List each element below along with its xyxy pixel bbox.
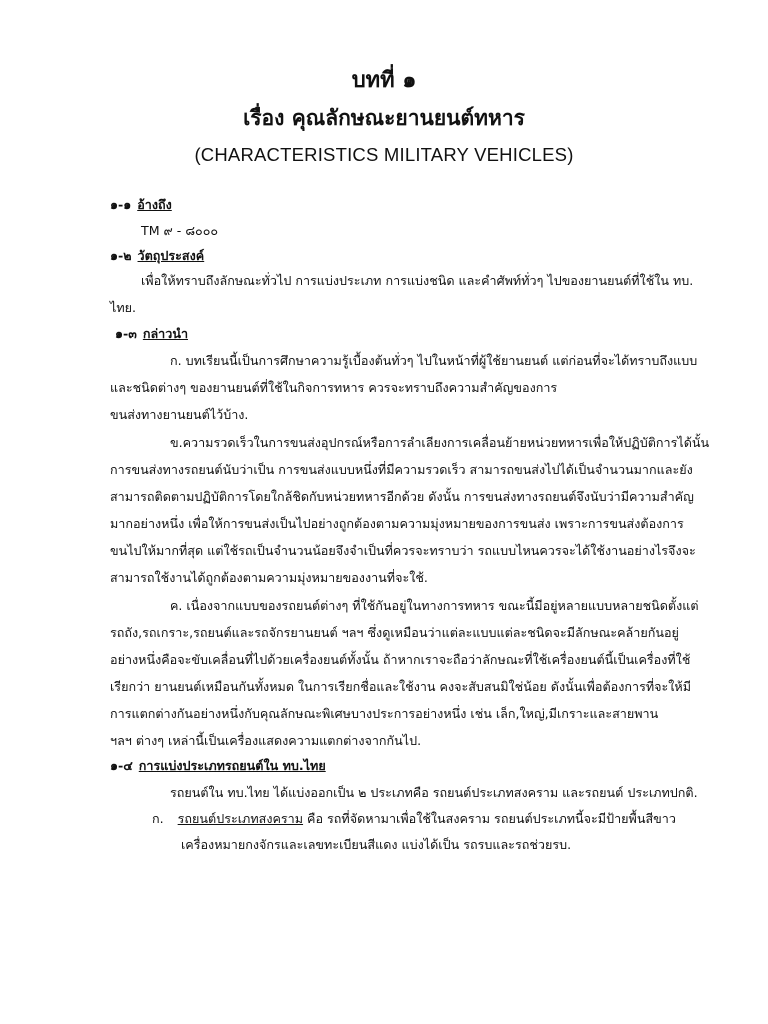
english-title: (CHARACTERISTICS MILITARY VEHICLES) bbox=[194, 144, 574, 165]
paragraph-line: ขนส่งทางยานยนต์ไว้บ้าง. bbox=[110, 407, 249, 422]
paragraph-line: ขนไปให้มากที่สุด แต่ใช้รถเป็นจำนวนน้อยจึงจำเป็นที่ควรจะทราบว่า รถแบบไหนควรจะได้ใช้งานอย่างไรจึงจะ bbox=[110, 543, 696, 558]
paragraph-line: มากอย่างหนึ่ง เพื่อให้การขนส่งเป็นไปอย่างถูกต้องตามความมุ่งหมายของการขนส่ง เพราะการขนส่งต้องการ bbox=[110, 516, 684, 531]
paragraph-line: รถยนต์ใน ทบ.ไทย ได้แบ่งออกเป็น ๒ ประเภทคือ รถยนต์ประเภทสงคราม และรถยนต์ ประเภทปกติ. bbox=[170, 785, 698, 800]
section-number: ๑-๑ bbox=[110, 197, 132, 212]
section-title: อ้างถึง bbox=[137, 197, 172, 212]
list-item bbox=[152, 810, 676, 828]
list-marker: ก. bbox=[152, 811, 164, 826]
paragraph-line: เพื่อให้ทราบถึงลักษณะทั่วไป การแบ่งประเภท การแบ่งชนิด และคำศัพท์ทั่วๆ ไปของยานยนต์ที่ใช้ใน ทบ. bbox=[141, 273, 694, 288]
paragraph-line: สามารถใช้งานได้ถูกต้องตามความมุ่งหมายของงานที่จะใช้. bbox=[110, 570, 428, 585]
paragraph-line: อย่างหนึ่งคือจะขับเคลื่อนที่ไปด้วยเครื่องยนต์ทั้งนั้น ถ้าหากเราจะถือว่าลักษณะที่ใช้เครื่องยนต์นี้เป็นเครื่องที่ใช้ bbox=[110, 652, 691, 667]
list-item-continuation: เครื่องหมายกงจักรและเลขทะเบียนสีแดง แบ่งได้เป็น รถรบและรถช่วยรบ. bbox=[181, 837, 572, 852]
chapter-title: บทที่ ๑ bbox=[351, 68, 417, 93]
section-1-4-heading bbox=[110, 757, 326, 775]
paragraph-line: ค. เนื่องจากแบบของรถยนต์ต่างๆ ที่ใช้กันอยู่ในทางการทหาร ขณะนี้มีอยู่หลายแบบหลายชนิดตั้งแต่ bbox=[170, 598, 699, 613]
paragraph-line: และชนิดต่างๆ ของยานยนต์ที่ใช้ในกิจการทหาร ควรจะทราบถึงความสำคัญของการ bbox=[110, 380, 558, 395]
section-1-3-heading bbox=[115, 325, 188, 343]
section-title: วัตถุประสงค์ bbox=[137, 248, 205, 263]
section-1-2-heading bbox=[110, 247, 204, 265]
paragraph-line: ก. บทเรียนนี้เป็นการศึกษาความรู้เบื้องต้นทั่วๆ ไปในหน้าที่ผู้ใช้ยานยนต์ แต่ก่อนที่จะได้ทราบถึงแบบ bbox=[170, 353, 698, 368]
paragraph-line: ไทย. bbox=[110, 300, 137, 315]
paragraph-line: การขนส่งทางรถยนต์นับว่าเป็น การขนส่งแบบหนึ่งที่มีความรวดเร็ว สามารถขนส่งไปได้เป็นจำนวนมากและยัง bbox=[110, 462, 693, 477]
paragraph-line: รถถัง,รถเกราะ,รถยนต์และรถจักรยานยนต์ ฯลฯ ซึ่งดูเหมือนว่าแต่ละแบบแต่ละชนิดจะมีลักษณะคล้ายกันอยู่ bbox=[110, 625, 679, 640]
paragraph-line: ข.ความรวดเร็วในการขนส่งอุปกรณ์หรือการลำเลียงการเคลื่อนย้ายหน่วยทหารเพื่อให้ปฏิบัติการได้นั้น bbox=[170, 435, 710, 450]
paragraph-line: ฯลฯ ต่างๆ เหล่านี้เป็นเครื่องแสดงความแตกต่างจากกันไป. bbox=[110, 733, 422, 748]
paragraph-line: สามารถติดตามปฏิบัติการโดยใกล้ชิดกับหน่วยทหารอีกด้วย ดังนั้น การขนส่งทางรถยนต์จึงนับว่ามีความสำคัญ bbox=[110, 489, 694, 504]
list-text: คือ รถที่จัดหามาเพื่อใช้ในสงคราม รถยนต์ประเภทนี้จะมีป้ายพื้นสีขาว bbox=[303, 811, 676, 826]
section-number: ๑-๔ bbox=[110, 758, 133, 773]
list-term: รถยนต์ประเภทสงคราม bbox=[177, 811, 304, 826]
paragraph-line: การแตกต่างกันอย่างหนึ่งกับคุณลักษณะพิเศษบางประการอย่างหนึ่ง เช่น เล็ก,ใหญ่,มีเกราะและสายพาน bbox=[110, 706, 659, 721]
paragraph-line: เรียกว่า ยานยนต์เหมือนกันทั้งหมด ในการเรียกชื่อและใช้งาน คงจะสับสนมิใช่น้อย ดังนั้นเพื่อต้องการที่จะให้มี bbox=[110, 679, 692, 694]
section-title: กล่าวนำ bbox=[142, 326, 189, 341]
subject-title: เรื่อง คุณลักษณะยานยนต์ทหาร bbox=[243, 106, 525, 130]
section-title: การแบ่งประเภทรถยนต์ใน ทบ.ไทย bbox=[138, 758, 326, 773]
section-number: ๑-๒ bbox=[110, 248, 132, 263]
section-1-1-heading bbox=[110, 196, 172, 214]
section-number: ๑-๓ bbox=[115, 326, 137, 341]
reference-text: TM ๙ - ๘๐๐๐ bbox=[141, 223, 219, 238]
